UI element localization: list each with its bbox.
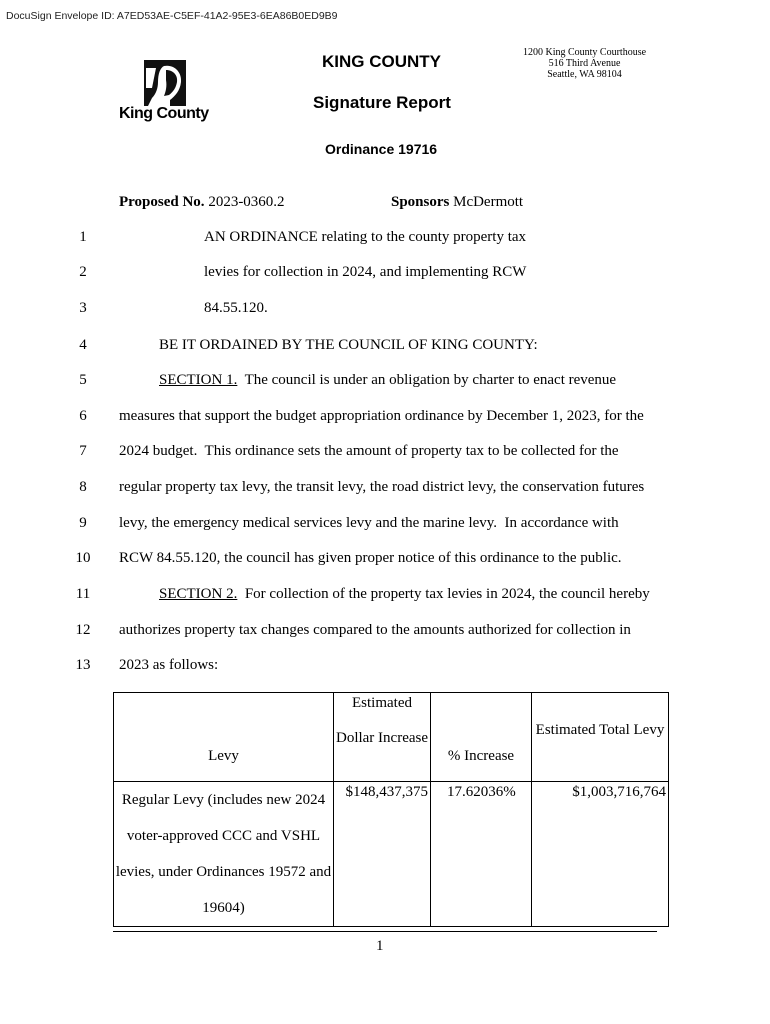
line-number: 10 — [75, 550, 91, 566]
levy-line: levies, under Ordinances 19572 and — [115, 864, 332, 880]
header-dollar-increase — [334, 693, 431, 782]
address-line: 516 Third Avenue — [548, 58, 621, 69]
docusign-envelope-id: DocuSign Envelope ID: A7ED53AE-C5EF-41A2-95E3-6EA86B0ED9B9 — [6, 10, 338, 22]
line-number: 13 — [75, 657, 91, 673]
table-header-row — [114, 693, 669, 782]
line-text: AN ORDINANCE relating to the county property tax — [204, 229, 527, 245]
line-text — [159, 586, 650, 603]
page-number: 1 — [376, 938, 384, 954]
sponsors-label: Sponsors — [391, 194, 450, 210]
line-text: BE IT ORDAINED BY THE COUNCIL OF KING COUNTY: — [159, 337, 538, 353]
line-text: 2023 as follows: — [119, 657, 219, 673]
line-number: 1 — [79, 229, 87, 245]
cell-percent-increase: 17.62036% — [431, 782, 532, 927]
line-number: 7 — [79, 443, 87, 459]
line-text: levies for collection in 2024, and implementing RCW — [204, 264, 527, 280]
line-number: 6 — [79, 408, 87, 424]
line-number: 4 — [79, 337, 87, 353]
table-row — [114, 782, 669, 927]
header-dollar-line2: Dollar Increase — [335, 730, 429, 746]
cell-total-levy: $1,003,716,764 — [532, 782, 669, 927]
header-dollar-line1: Estimated — [352, 695, 412, 711]
address-line: 1200 King County Courthouse — [522, 47, 647, 58]
report-title: Signature Report — [313, 93, 451, 112]
line-text: measures that support the budget appropriation ordinance by December 1, 2023, for the — [119, 408, 644, 424]
line-number: 5 — [79, 372, 87, 388]
line-text: levy, the emergency medical services levy and the marine levy. In accordance with — [119, 515, 619, 531]
address-line: Seattle, WA 98104 — [547, 69, 622, 80]
line-text: 2024 budget. This ordinance sets the amount of property tax to be collected for the — [119, 443, 619, 459]
ordinance-title: Ordinance 19716 — [325, 141, 438, 157]
line-number: 9 — [79, 515, 87, 531]
cell-dollar-increase: $148,437,375 — [334, 782, 431, 927]
sponsors-value: McDermott — [453, 194, 524, 210]
address-block — [512, 47, 657, 80]
line-number: 12 — [75, 622, 91, 638]
line-text: 84.55.120. — [204, 300, 268, 316]
header-levy: Levy — [114, 693, 334, 782]
levy-line: Regular Levy (includes new 2024 — [121, 792, 326, 808]
line-number: 8 — [79, 479, 87, 495]
sponsors — [391, 194, 523, 211]
levy-line: voter-approved CCC and VSHL — [126, 828, 321, 844]
line-text: regular property tax levy, the transit levy, the road district levy, the conservation futures — [119, 479, 645, 495]
line-text-body: The council is under an obligation by charter to enact revenue — [237, 372, 617, 388]
proposed-label: Proposed No. — [119, 194, 205, 210]
line-text: RCW 84.55.120, the council has given proper notice of this ordinance to the public. — [119, 550, 622, 566]
logo-text: King County — [119, 105, 209, 122]
line-number: 2 — [79, 264, 87, 280]
header-percent-increase: % Increase — [431, 693, 532, 782]
line-number: 3 — [79, 300, 87, 316]
proposed-value: 2023-0360.2 — [208, 194, 285, 210]
proposed-number — [119, 194, 285, 211]
line-text — [159, 372, 616, 389]
line-text-body: For collection of the property tax levies in 2024, the council hereby — [237, 586, 650, 602]
cell-levy — [114, 782, 334, 927]
footer-divider — [113, 931, 657, 932]
line-number: 11 — [75, 586, 91, 602]
line-text: authorizes property tax changes compared to the amounts authorized for collection in — [119, 622, 631, 638]
levy-line: 19604) — [202, 900, 245, 916]
county-title: KING COUNTY — [322, 52, 441, 71]
section-heading: SECTION 2. — [159, 586, 238, 602]
header-total-levy: Estimated Total Levy — [532, 693, 669, 782]
section-heading: SECTION 1. — [159, 372, 238, 388]
levy-table — [113, 692, 669, 927]
